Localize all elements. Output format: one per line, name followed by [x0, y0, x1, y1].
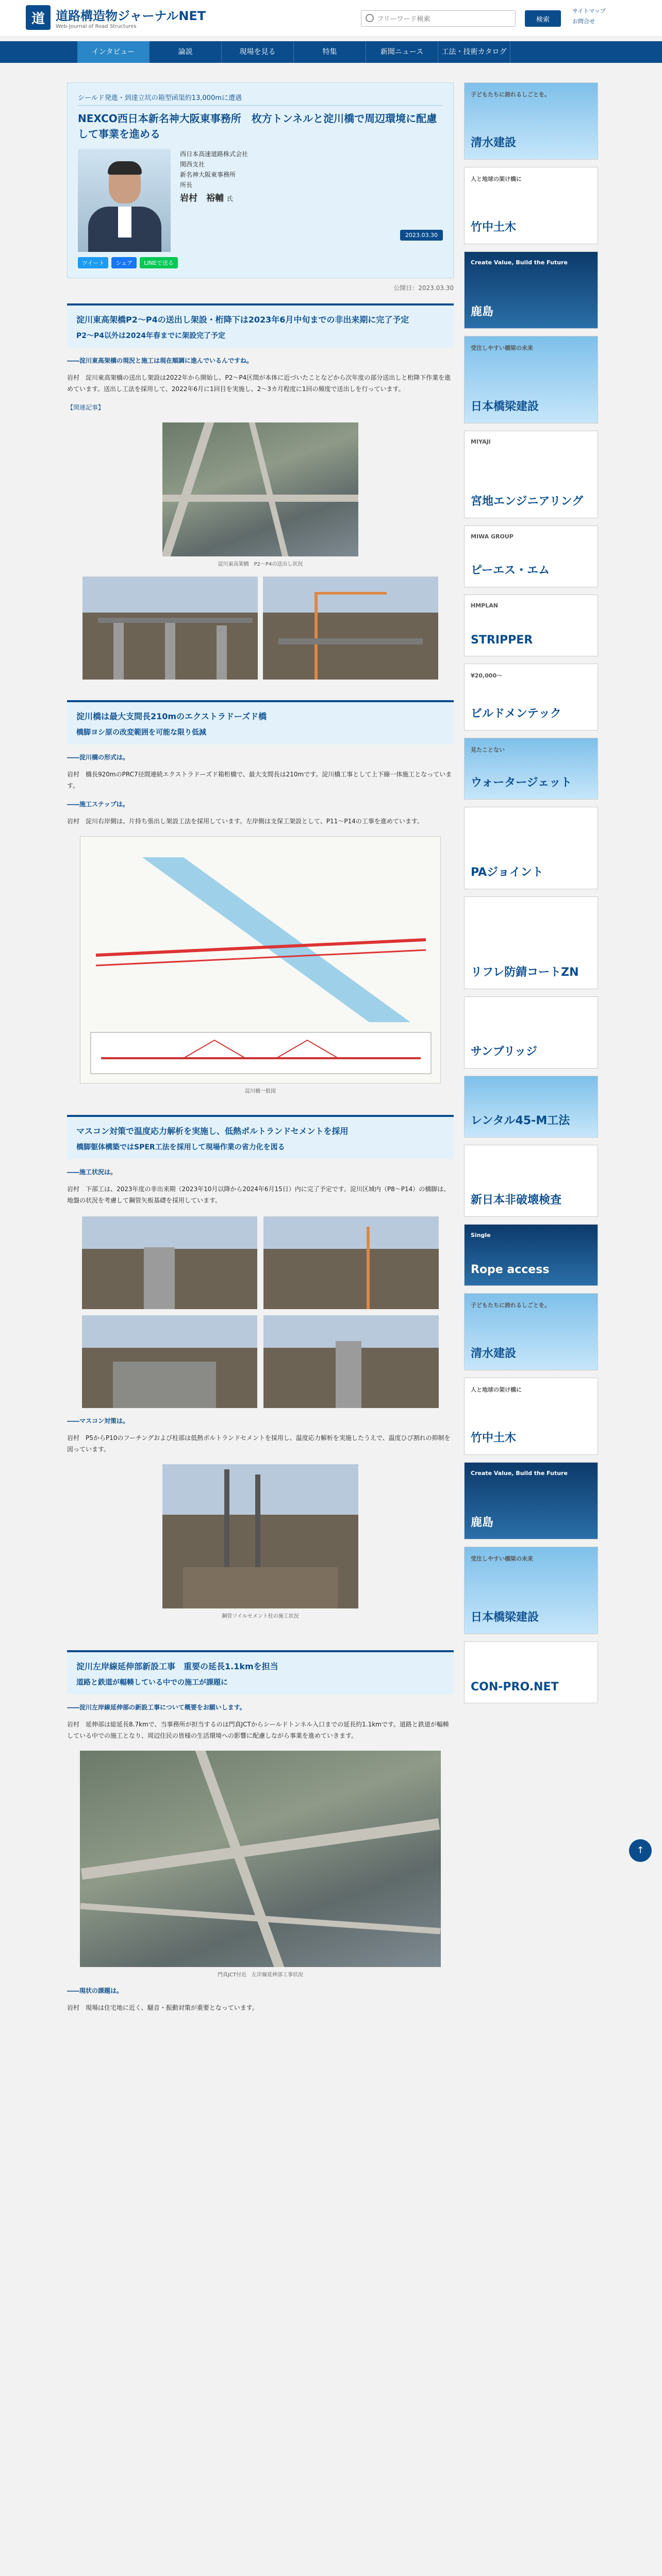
search-input[interactable]	[361, 11, 515, 26]
question: ――淀川橋の形式は。	[67, 754, 129, 761]
ad-brand: 清水建設	[471, 137, 517, 149]
sidebar-ad[interactable]	[464, 167, 598, 244]
sidebar-ad[interactable]	[464, 1462, 598, 1539]
ad-brand: ビルドメンテック	[471, 707, 561, 720]
author-org: 西日本高速道路株式会社	[180, 150, 249, 158]
article-headline: NEXCO西日本新名神大阪東事務所 枚方トンネルと淀川橋で周辺環境に配慮して事業を進める	[78, 112, 437, 140]
photo-caption: 淀川東高架橋 P2～P4の送出し状況	[218, 562, 303, 567]
site-logo[interactable]	[26, 5, 206, 30]
ad-tagline: 人と地球の架け橋に	[471, 1386, 522, 1393]
ad-brand: 宮地エンジニアリング	[471, 495, 584, 508]
ad-brand: 日本橋梁建設	[471, 1611, 539, 1624]
article-photo	[82, 577, 258, 680]
author-office: 新名神大阪東事務所	[180, 171, 236, 178]
facebook-share-button[interactable]: シェア	[111, 257, 137, 268]
main-nav	[0, 41, 662, 63]
ad-brand: 鹿島	[471, 1516, 494, 1529]
ad-tagline: 受注しやすい橋梁の未来	[471, 345, 533, 351]
nav-item-editorial[interactable]: 論説	[150, 41, 222, 63]
question: ――施工ステップは。	[67, 801, 129, 808]
ad-brand: 竹中土木	[471, 221, 517, 234]
ad-tagline: MIWA GROUP	[471, 533, 514, 540]
ad-brand: Rope access	[471, 1263, 550, 1276]
ad-brand: 新日本非破壊検査	[471, 1194, 562, 1207]
ad-brand: レンタル45-M工法	[471, 1114, 570, 1127]
ad-brand: リフレ防錆コートZN	[471, 966, 579, 979]
ad-brand: STRIPPER	[471, 634, 533, 647]
article-header	[67, 82, 454, 278]
article-photo	[82, 1216, 257, 1309]
ad-tagline: 子どもたちに誇れるしごとを。	[471, 1302, 550, 1309]
photo-caption: 淀川橋一般図	[245, 1089, 276, 1094]
sitemap-link[interactable]: サイトマップ	[572, 8, 606, 14]
section-subtitle: 橋脚ヨシ原の改変範囲を可能な限り低減	[76, 728, 206, 737]
author-row	[78, 149, 443, 252]
share-row	[78, 257, 443, 268]
sidebar-ad[interactable]	[464, 526, 598, 587]
photo-caption: 門真JCT付近 左岸線延伸部工事状況	[217, 1972, 304, 1978]
ad-brand: 日本橋梁建設	[471, 400, 539, 413]
article-photo	[263, 577, 438, 680]
sidebar-ad[interactable]	[464, 807, 598, 889]
article-kicker: シールド発進・到達立坑の箱型函渠約13,000mに遭遇	[78, 92, 443, 106]
sidebar-ad[interactable]	[464, 996, 598, 1069]
answer-paragraph: 岩村 現場は住宅地に近く、騒音・振動対策が重要となっています。	[67, 2004, 258, 2011]
ad-brand: CON-PRO.NET	[471, 1681, 559, 1693]
scroll-top-button[interactable]: ↑	[629, 1839, 652, 1862]
ad-brand: 清水建設	[471, 1347, 517, 1360]
sidebar-ad[interactable]	[464, 1293, 598, 1370]
nav-item-catalog[interactable]: 工法・技術カタログ	[438, 41, 510, 63]
section-title: 淀川左岸線延伸部新設工事 重要の延長1.1kmを担当	[76, 1662, 278, 1671]
search-box	[361, 10, 516, 27]
answer-paragraph: 岩村 淀川右岸側は、片持ち張出し架設工法を採用しています。左岸側は支保工架設として、P11～P14の工事を進めています。	[67, 818, 423, 825]
author-photo	[78, 149, 171, 252]
article-photo	[263, 1315, 439, 1408]
photo-row	[67, 577, 454, 680]
sidebar-ad[interactable]	[464, 336, 598, 423]
answer-paragraph: 岩村 延伸部は総延長8.7kmで、当事務所が担当するのは門真JCTからシールドトンネル入口までの延長約1.1kmです。道路と鉄道が輻輳している中での施工となり、周辺住民の皆様の生活環境への影響に配慮しながら事業を進めていきます。	[67, 1721, 449, 1739]
question: ――施工状況は。	[67, 1168, 117, 1176]
section-subtitle: 道路と鉄道が輻輳している中での施工が課題に	[76, 1679, 228, 1687]
ad-tagline: Single	[471, 1232, 491, 1239]
drawing-svg	[80, 837, 441, 1083]
question: ――淀川左岸線延伸部の新設工事について概要をお願いします。	[67, 1704, 246, 1711]
ad-tagline: 人と地球の架け橋に	[471, 176, 522, 182]
section-subtitle: 橋脚躯体構築ではSPER工法を採用して現場作業の省力化を図る	[76, 1143, 285, 1151]
author-info	[180, 149, 248, 252]
article-photo	[263, 1216, 439, 1309]
site-name: 道路構造物ジャーナルNET	[56, 9, 206, 23]
tweet-button[interactable]: ツイート	[78, 257, 108, 268]
sidebar-ad[interactable]	[464, 664, 598, 731]
ad-tagline: Create Value, Build the Future	[471, 1470, 568, 1477]
question: ――淀川東高架橋の現況と施工は現在順調に進んでいるんですね。	[67, 357, 253, 364]
question: ――マスコン対策は。	[67, 1417, 129, 1425]
photo-caption: 鋼管ソイルセメント柱の施工状況	[222, 1614, 299, 1619]
ad-brand: 鹿島	[471, 306, 494, 318]
sidebar-ad[interactable]	[464, 595, 598, 656]
sidebar	[464, 82, 598, 1710]
article-photo	[82, 1315, 257, 1408]
section-title: マスコン対策で温度応力解析を実施し、低熱ポルトランドセメントを採用	[76, 1126, 349, 1136]
section-heading	[67, 1115, 454, 1159]
sidebar-ad[interactable]	[464, 251, 598, 329]
logo-mark: 道	[26, 5, 51, 30]
section-heading	[67, 303, 454, 348]
answer-paragraph: 岩村 淀川東高架橋の送出し架設は2022年から開始し、P2～P4区間が本体に近づいたことなどから次年度の部分送出しと桁降下作業を進めています。送出し工法を採用して、2022年6月に1回目を実施し、2～3カ月程度に1回の頻度で送出しを行っています。	[67, 374, 451, 393]
bridge-general-drawing	[80, 836, 441, 1083]
site-subtitle: Web-Journal of Road Structures	[56, 24, 137, 29]
sidebar-ad[interactable]	[464, 82, 598, 160]
nav-item-interview[interactable]: インタビュー	[77, 41, 150, 63]
author-name: 岩村 裕輔 氏	[180, 193, 233, 204]
search-icon	[366, 14, 374, 22]
search-button[interactable]: 検索	[525, 10, 561, 27]
sidebar-ad[interactable]	[464, 1641, 598, 1703]
article-photo	[162, 1464, 358, 1608]
question: ――現状の課題は。	[67, 1987, 123, 1994]
answer-paragraph: 岩村 P5からP10のフーチングおよび柱部は低熱ポルトランドセメントを採用し、温度応力解析を実施したうえで、温度ひび割れの抑制を図っています。	[67, 1434, 451, 1453]
article-photo	[162, 422, 358, 556]
ad-tagline: 受注しやすい橋梁の未来	[471, 1555, 533, 1562]
answer-paragraph: 岩村 橋長920mのPRC7径間連続エクストラドーズド箱桁橋で、最大支間長は210mです。淀川橋工事として上下線一体施工となっています。	[67, 771, 452, 789]
site-header	[0, 0, 662, 37]
ad-brand: サンブリッジ	[471, 1045, 538, 1058]
date-badge: 2023.03.30	[400, 230, 443, 241]
section-title: 淀川橋は最大支間長210mのエクストラドーズド橋	[76, 711, 267, 721]
related-links[interactable]: 【関連記事】	[67, 404, 105, 411]
ad-tagline: MIYAJI	[471, 438, 491, 445]
sidebar-ad[interactable]	[464, 1145, 598, 1217]
article-photo	[80, 1751, 441, 1967]
ad-tagline: Create Value, Build the Future	[471, 259, 568, 266]
answer-paragraph: 岩村 下部工は、2023年度の非出来期（2023年10月以降から2024年6月15日）内に完了予定です。淀川区域内（P8～P14）の橋脚は、地盤の状況を考慮して鋼管矢板基礎を採用しています。	[67, 1185, 450, 1204]
section-subtitle: P2～P4以外は2024年春までに架設完了予定	[76, 332, 225, 340]
line-share-button[interactable]: LINEで送る	[140, 257, 178, 268]
ad-brand: ウォータージェット	[471, 776, 572, 789]
sidebar-ad[interactable]	[464, 738, 598, 800]
contact-link[interactable]: お問合せ	[572, 18, 595, 25]
sidebar-ad[interactable]	[464, 431, 598, 518]
publish-date: 公開日：2023.03.30	[393, 284, 454, 292]
ad-tagline: 見たことない	[471, 747, 505, 753]
sidebar-ad[interactable]	[464, 1224, 598, 1286]
nav-item-feature[interactable]: 特集	[294, 41, 366, 63]
nav-item-site[interactable]: 現場を見る	[222, 41, 294, 63]
sidebar-ad[interactable]	[464, 1547, 598, 1634]
nav-item-news[interactable]: 新聞ニュース	[366, 41, 438, 63]
author-role: 所長	[180, 181, 193, 189]
ad-tagline: HMPLAN	[471, 602, 498, 609]
header-links	[572, 6, 606, 27]
ad-tagline: ¥20,000〜	[471, 672, 503, 679]
ad-brand: ピーエス・エム	[471, 564, 550, 577]
ad-tagline: 子どもたちに誇れるしごとを。	[471, 91, 550, 98]
sidebar-ad[interactable]	[464, 1378, 598, 1455]
ad-brand: 竹中土木	[471, 1432, 517, 1445]
sidebar-ad[interactable]	[464, 896, 598, 989]
section-title: 淀川東高架橋P2～P4の送出し架設・桁降下は2023年6月中旬までの非出来期に完了予定	[76, 315, 409, 325]
author-dept: 関西支社	[180, 161, 205, 168]
section-heading	[67, 1650, 454, 1694]
ad-brand: PAジョイント	[471, 866, 543, 879]
section-heading	[67, 700, 454, 744]
photo-grid	[67, 1216, 454, 1408]
article-main	[67, 82, 454, 2013]
sidebar-ad[interactable]	[464, 1076, 598, 1138]
